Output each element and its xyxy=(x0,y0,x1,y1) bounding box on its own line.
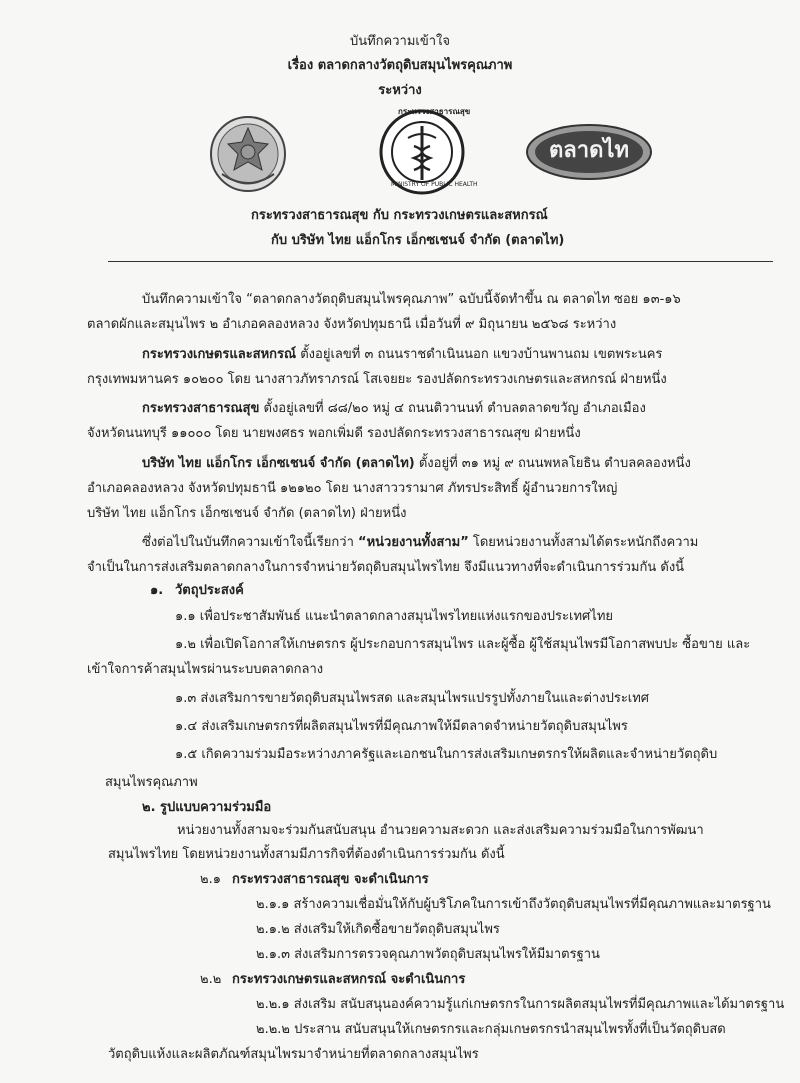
party-moph-address: ตั้งอยู่เลขที่ ๘๘/๒๐ หมู่ ๔ ถนนติวานนท์ ตำบลตลาดขวัญ อำเภอเมือง xyxy=(259,401,646,416)
memo-between: ระหว่าง xyxy=(378,83,422,98)
party-company-line-3: บริษัท ไทย แอ็กโกร เอ็กซเชนจ์ จำกัด (ตลาดไท) ฝ่ายหนึ่ง xyxy=(87,506,407,521)
item-2-1-1: ๒.๑.๑ สร้างความเชื่อมั่นให้กับผู้บริโภคในการเข้าถึงวัตถุดิบสมุนไพรที่มีคุณภาพและมาตรฐาน xyxy=(256,897,771,912)
subsection-2-1-number: ๒.๑ xyxy=(200,872,221,887)
memo-title: บันทึกความเข้าใจ xyxy=(349,34,451,49)
party-moac-name: กระทรวงเกษตรและสหกรณ์ xyxy=(142,347,297,362)
moph-seal-text-bottom: MINISTRY OF PUBLIC HEALTH xyxy=(391,181,478,188)
party-company-name: บริษัท ไทย แอ็กโกร เอ็กซเชนจ์ จำกัด (ตลาดไท) xyxy=(142,456,415,471)
moph-seal-text-top: กระทรวงสาธารณสุข xyxy=(398,107,471,116)
subsection-2-2-heading: กระทรวงเกษตรและสหกรณ์ จะดำเนินการ xyxy=(232,972,466,987)
section-2-heading: ๒. รูปแบบความร่วมมือ xyxy=(142,800,272,815)
item-2-2-1: ๒.๒.๑ ส่งเสริม สนับสนุนองค์ความรู้แก่เกษตรกรในการผลิตสมุนไพรที่มีคุณภาพและได้มาตรฐาน xyxy=(256,997,785,1012)
objective-1-1: ๑.๑ เพื่อประชาสัมพันธ์ แนะนำตลาดกลางสมุนไพรไทยแห่งแรกของประเทศไทย xyxy=(175,609,614,624)
item-2-2-2-line-1: ๒.๒.๒ ประสาน สนับสนุนให้เกษตรกรและกลุ่มเกษตรกรนำสมุนไพรทั้งที่เป็นวัตถุดิบสด xyxy=(256,1022,726,1037)
party-moph-line-2: จังหวัดนนทบุรี ๑๑๐๐๐ โดย นายพงศธร พอกเพิ่มดี รองปลัดกระทรวงสาธารณสุข ฝ่ายหนึ่ง xyxy=(87,426,581,441)
definition-term: “หน่วยงานทั้งสาม” xyxy=(358,535,469,550)
parties-definition-line-1 xyxy=(142,534,698,551)
header-divider xyxy=(108,261,773,262)
intro-line-1: บันทึกความเข้าใจ “ตลาดกลางวัตถุดิบสมุนไพรคุณภาพ” ฉบับนี้จัดทำขึ้น ณ ตลาดไท ซอย ๑๓-๑๖ xyxy=(142,292,681,307)
talaad-thai-logo-text: ตลาดไท xyxy=(549,138,629,163)
item-2-2-2-line-2: วัตถุดิบแห้งและผลิตภัณฑ์สมุนไพรมาจำหน่ายที่ตลาดกลางสมุนไพร xyxy=(108,1047,479,1062)
section-1-number: ๑. xyxy=(150,583,164,598)
thai-government-seal-icon xyxy=(208,112,288,196)
objective-1-5-line-1: ๑.๕ เกิดความร่วมมือระหว่างภาครัฐและเอกชนในการส่งเสริมเกษตรกรให้ผลิตและจำหน่ายวัตถุดิบ xyxy=(175,747,718,762)
definition-post: โดยหน่วยงานทั้งสามได้ตระหนักถึงความ xyxy=(468,535,699,550)
party-moac-line-1 xyxy=(142,346,662,363)
parties-line-2: กับ บริษัท ไทย แอ็กโกร เอ็กซเชนจ์ จำกัด (ตลาดไท) xyxy=(271,233,565,248)
memo-subject: เรื่อง ตลาดกลางวัตถุดิบสมุนไพรคุณภาพ xyxy=(287,58,513,73)
objective-1-2-line-2: เข้าใจการค้าสมุนไพรผ่านระบบตลาดกลาง xyxy=(87,662,324,677)
party-moph-name: กระทรวงสาธารณสุข xyxy=(142,401,260,416)
subsection-2-2-number: ๒.๒ xyxy=(200,972,222,987)
party-moac-address: ตั้งอยู่เลขที่ ๓ ถนนราชดำเนินนอก แขวงบ้านพานถม เขตพระนคร xyxy=(296,347,663,362)
item-2-1-3: ๒.๑.๓ ส่งเสริมการตรวจคุณภาพวัตถุดิบสมุนไพรให้มีมาตรฐาน xyxy=(256,947,600,962)
objective-1-3: ๑.๓ ส่งเสริมการขายวัตถุดิบสมุนไพรสด และสมุนไพรแปรรูปทั้งภายในและต่างประเทศ xyxy=(175,691,650,706)
subsection-2-1-heading: กระทรวงสาธารณสุข จะดำเนินการ xyxy=(232,872,429,887)
definition-pre: ซึ่งต่อไปในบันทึกความเข้าใจนี้เรียกว่า xyxy=(142,535,359,550)
objective-1-4: ๑.๔ ส่งเสริมเกษตรกรที่ผลิตสมุนไพรที่มีคุณภาพให้มีตลาดจำหน่ายวัตถุดิบสมุนไพร xyxy=(175,719,628,734)
section-1-heading: วัตถุประสงค์ xyxy=(175,583,244,598)
party-company-line-1 xyxy=(142,455,691,472)
objective-1-2-line-1: ๑.๒ เพื่อเปิดโอกาสให้เกษตรกร ผู้ประกอบการสมุนไพร และผู้ซื้อ ผู้ใช้สมุนไพรมีโอกาสพบปะ ซื้อขาย และ xyxy=(175,637,751,652)
parties-line-1: กระทรวงสาธารณสุข กับ กระทรวงเกษตรและสหกรณ์ xyxy=(251,208,548,223)
party-moph-line-1 xyxy=(142,400,646,417)
party-company-line-2: อำเภอคลองหลวง จังหวัดปทุมธานี ๑๒๑๒๐ โดย นางสาววรามาศ ภัทรประสิทธิ์ ผู้อำนวยการใหญ่ xyxy=(87,481,618,496)
objective-1-5-line-2: สมุนไพรคุณภาพ xyxy=(105,775,198,790)
item-2-1-2: ๒.๑.๒ ส่งเสริมให้เกิดซื้อขายวัตถุดิบสมุนไพร xyxy=(256,922,500,937)
section-2-intro-line-1: หน่วยงานทั้งสามจะร่วมกันสนับสนุน อำนวยความสะดวก และส่งเสริมความร่วมมือในการพัฒนา xyxy=(177,823,704,838)
party-moac-line-2: กรุงเทพมหานคร ๑๐๒๐๐ โดย นางสาวภัทราภรณ์ โสเจยยะ รองปลัดกระทรวงเกษตรและสหกรณ์ ฝ่ายหนึ่ง xyxy=(87,372,667,387)
section-2-intro-line-2: สมุนไพรไทย โดยหน่วยงานทั้งสามมีภารกิจที่ต้องดำเนินการร่วมกัน ดังนี้ xyxy=(108,847,505,862)
intro-line-2: ตลาดผักและสมุนไพร ๒ อำเภอคลองหลวง จังหวัดปทุมธานี เมื่อวันที่ ๙ มิถุนายน ๒๕๖๘ ระหว่าง xyxy=(87,317,617,332)
parties-definition-line-2: จำเป็นในการส่งเสริมตลาดกลางในการจำหน่ายวัตถุดิบสมุนไพรไทย จึงมีแนวทางที่จะดำเนินการร่วมกัน ดังนี้ xyxy=(87,560,685,575)
party-company-address: ตั้งอยู่ที่ ๓๑ หมู่ ๙ ถนนพหลโยธิน ตำบลคลองหนึ่ง xyxy=(414,456,691,471)
